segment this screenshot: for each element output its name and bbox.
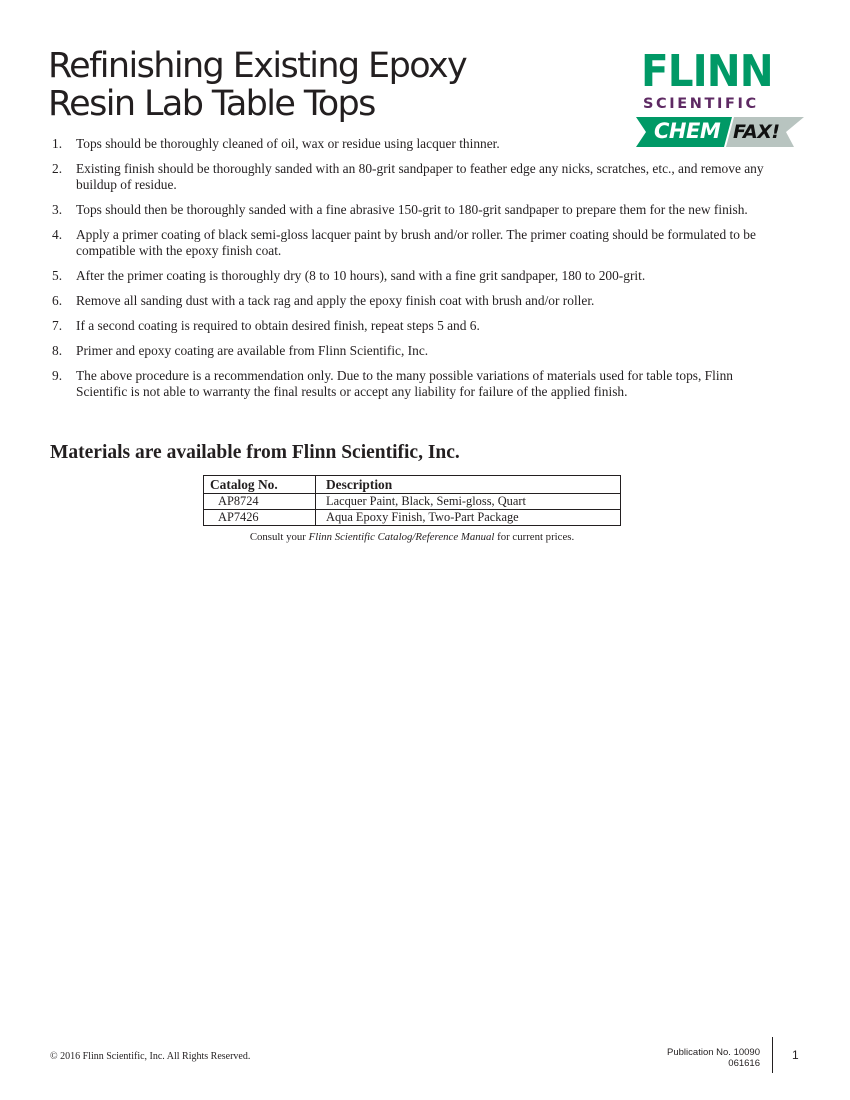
description-cell: Aqua Epoxy Finish, Two-Part Package bbox=[316, 510, 621, 526]
page-title-line-1: Refinishing Existing Epoxy bbox=[48, 46, 467, 86]
step-text: Existing finish should be thoroughly sanded with an 80-grit sandpaper to feather edge any nicks, scratches, etc., and remove any buildup of residue. bbox=[76, 161, 764, 192]
materials-heading: Materials are available from Flinn Scientific, Inc. bbox=[50, 442, 460, 463]
step-item bbox=[52, 268, 772, 284]
step-item bbox=[52, 293, 772, 309]
logo-brand-text: FLINN bbox=[641, 46, 773, 97]
step-item bbox=[52, 136, 772, 152]
step-number: 2. bbox=[52, 161, 63, 176]
column-header-catalog-no: Catalog No. bbox=[204, 476, 316, 494]
step-text: The above procedure is a recommendation only. Due to the many possible variations of materials used for table tops, Flinn Scientific is not able to warranty the final results or accept any liability for failure of the applied finish. bbox=[76, 368, 733, 399]
step-text: After the primer coating is thoroughly dry (8 to 10 hours), sand with a fine grit sandpaper, 180 to 200-grit. bbox=[76, 268, 646, 283]
catalog-number-cell: AP7426 bbox=[204, 510, 316, 526]
step-text: Primer and epoxy coating are available from Flinn Scientific, Inc. bbox=[76, 343, 429, 358]
table-row bbox=[204, 494, 621, 510]
logo-subbrand-text: SCIENTIFIC bbox=[643, 96, 759, 112]
publication-number: Publication No. 10090 bbox=[667, 1047, 760, 1058]
table-note-catalog-title: Flinn Scientific Catalog/Reference Manual bbox=[308, 531, 495, 543]
table-row bbox=[204, 510, 621, 526]
step-number: 7. bbox=[52, 318, 63, 333]
logo-fax-text: FAX! bbox=[733, 121, 780, 143]
page-title bbox=[48, 47, 466, 123]
table-note-suffix: for current prices. bbox=[494, 531, 575, 543]
step-item bbox=[52, 161, 772, 193]
step-number: 3. bbox=[52, 202, 63, 217]
step-text: Tops should be thoroughly cleaned of oil, wax or residue using lacquer thinner. bbox=[76, 136, 500, 151]
footer-publication-info bbox=[667, 1047, 760, 1069]
publication-date-code: 061616 bbox=[728, 1058, 760, 1069]
step-text: Remove all sanding dust with a tack rag and apply the epoxy finish coat with brush and/or roller. bbox=[76, 293, 595, 308]
description-cell: Lacquer Paint, Black, Semi-gloss, Quart bbox=[316, 494, 621, 510]
step-item bbox=[52, 343, 772, 359]
step-item bbox=[52, 318, 772, 334]
step-number: 9. bbox=[52, 368, 63, 383]
table-header-row bbox=[204, 476, 621, 494]
flinn-chemfax-logo bbox=[636, 46, 806, 150]
step-text: Apply a primer coating of black semi-gloss lacquer paint by brush and/or roller. The primer coating should be formulated to be compatible with the epoxy finish coat. bbox=[76, 227, 756, 258]
footer-copyright: © 2016 Flinn Scientific, Inc. All Rights Reserved. bbox=[50, 1051, 251, 1062]
step-text: If a second coating is required to obtain desired finish, repeat steps 5 and 6. bbox=[76, 318, 480, 333]
table-note-prefix: Consult your bbox=[249, 531, 309, 543]
table-note bbox=[203, 531, 621, 544]
step-text: Tops should then be thoroughly sanded with a fine abrasive 150-grit to 180-grit sandpaper to prepare them for the new finish. bbox=[76, 202, 748, 217]
procedure-steps-list bbox=[52, 136, 772, 409]
step-number: 5. bbox=[52, 268, 63, 283]
step-number: 1. bbox=[52, 136, 63, 151]
step-item bbox=[52, 368, 772, 400]
step-number: 6. bbox=[52, 293, 63, 308]
step-item bbox=[52, 202, 772, 218]
logo-chem-text: CHEM bbox=[654, 119, 721, 143]
column-header-description: Description bbox=[316, 476, 621, 494]
page-number: 1 bbox=[792, 1048, 799, 1062]
step-number: 4. bbox=[52, 227, 63, 242]
catalog-table bbox=[203, 475, 621, 526]
page-title-line-2: Resin Lab Table Tops bbox=[48, 84, 375, 124]
step-item bbox=[52, 227, 772, 259]
footer-divider bbox=[772, 1037, 773, 1073]
step-number: 8. bbox=[52, 343, 63, 358]
catalog-number-cell: AP8724 bbox=[204, 494, 316, 510]
